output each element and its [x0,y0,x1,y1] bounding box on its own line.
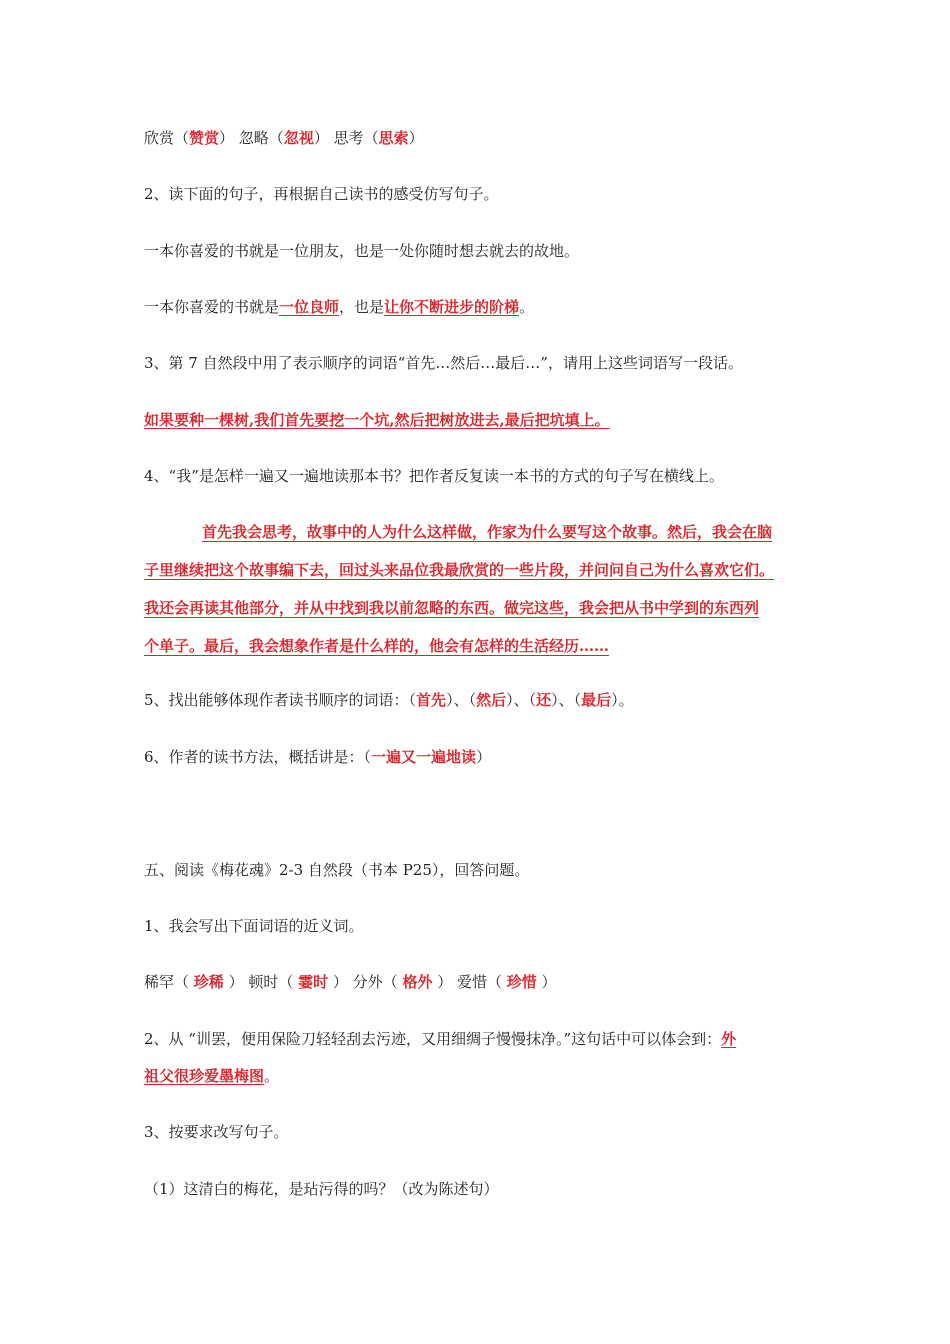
answer-jieti: 让你不断进步的阶梯 [384,298,520,316]
answer-zuihou: 最后 [581,691,612,709]
answer-zhenxi-2: 珍惜 [506,973,537,991]
question-3: 3、第 7 自然段中用了表示顺序的词语“首先…然后…最后…”，请用上这些词语写一段话。 [144,354,743,372]
answer-4-line: 子里继续把这个故事编下去，回过头来品位我最欣赏的一些片段，并问问自己为什么喜欢它们。 [144,561,775,579]
imitation-answer: 一本你喜爱的书就是一位良师，也是让你不断进步的阶梯。 [144,298,535,316]
answer-5-2-start: 外 [721,1030,737,1048]
example-sentence: 一本你喜爱的书就是一位朋友，也是一处你随时想去就去的故地。 [144,242,580,260]
question-4: 4、“我”是怎样一遍又一遍地读那本书？把作者反复读一本书的方式的句子写在横线上。 [144,467,724,485]
question-5-3: 3、按要求改写句子。 [144,1123,289,1141]
question-5-1: 1、我会写出下面词语的近义词。 [144,917,364,935]
answer-hushi: 忽视 [283,129,314,147]
question-2: 2、读下面的句子，再根据自己读书的感受仿写句子。 [144,185,499,203]
answer-3: 如果要种一棵树,我们首先要挖一个坑,然后把树放进去,最后把坑填上。 [144,411,610,429]
answer-ranhou: 然后 [476,691,507,709]
answer-zhenxi: 珍稀 [193,973,224,991]
question-5-2-cont: 祖父很珍爱墨梅图。 [144,1067,280,1085]
answer-4-paragraph [144,513,816,665]
synonym-answers-2: 稀罕（ 珍稀 ） 顿时（ 霎时 ） 分外（ 格外 ） 爱惜（ 珍惜 ） [144,973,557,991]
section-5-heading: 五、阅读《梅花魂》2-3 自然段（书本 P25），回答问题。 [144,861,530,879]
question-5: 5、找出能够体现作者读书顺序的词语：（首先）、（然后）、（还）、（最后）。 [144,691,634,709]
answer-gewai: 格外 [402,973,433,991]
answer-hai: 还 [536,691,552,709]
answer-shouxian: 首先 [416,691,447,709]
synonym-answers-line: 欣赏（赞赏） 忽略（忽视） 思考（思索） [144,129,424,147]
question-5-2: 2、从 “训罢，便用保险刀轻轻刮去污迹，又用细绸子慢慢抹净。”这句话中可以体会到：外 [144,1030,737,1048]
answer-liangshi: 一位良师 [279,298,340,316]
answer-4-line: 首先我会思考，故事中的人为什么这样做，作家为什么要写这个故事。然后，我会在脑 [202,523,773,541]
question-6: 6、作者的读书方法，概括讲是：（一遍又一遍地读） [144,748,492,766]
answer-zanshang: 赞赏 [189,129,220,147]
answer-5-2-rest: 祖父很珍爱墨梅图 [144,1067,265,1085]
question-5-3-1: （1）这清白的梅花，是玷污得的吗？（改为陈述句） [144,1180,499,1198]
answer-4-line: 我还会再读其他部分，并从中找到我以前忽略的东西。做完这些，我会把从书中学到的东西列 [144,599,760,617]
answer-sisuo: 思索 [378,129,409,147]
answer-shashi: 霎时 [298,973,329,991]
answer-method: 一遍又一遍地读 [371,748,477,766]
answer-4-line: 个单子。最后，我会想象作者是什么样的，他会有怎样的生活经历…… [144,637,610,655]
